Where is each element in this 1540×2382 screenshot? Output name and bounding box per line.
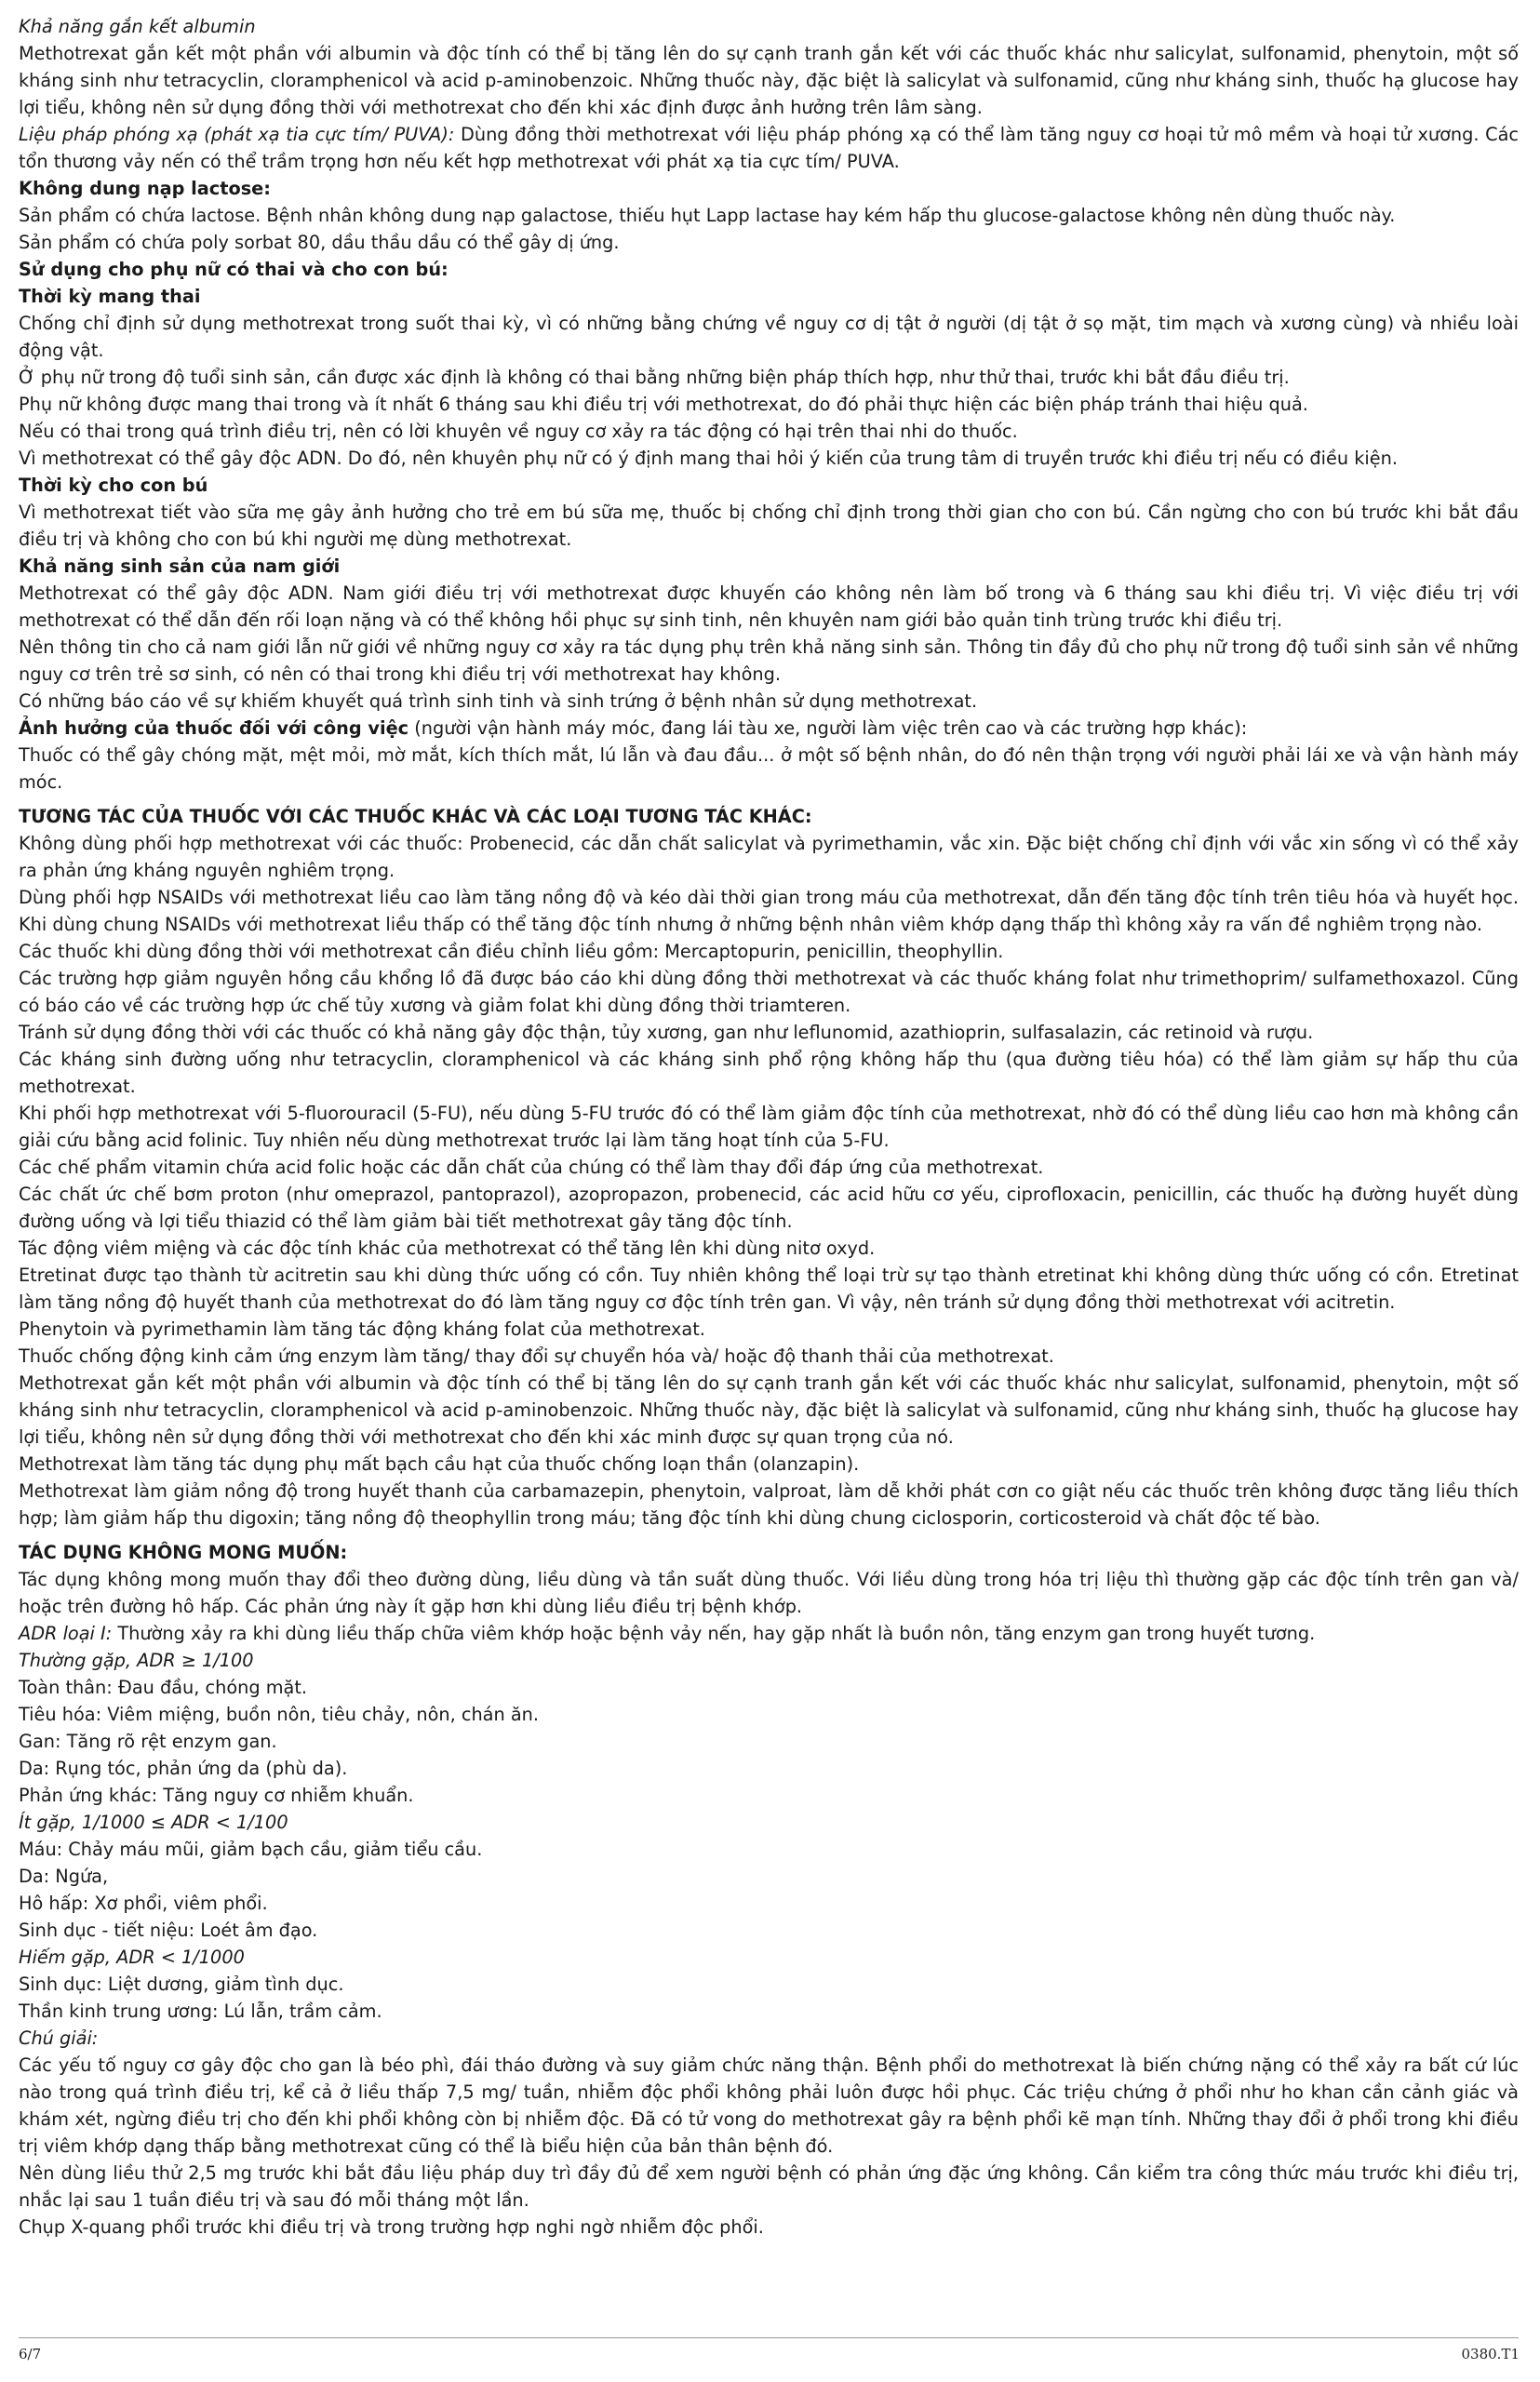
paragraph-text: Etretinat được tạo thành từ acitretin sau khi dùng thức uống có cồn. Tuy nhiên không thể loại trừ sự tạo thành etretinat khi không dùng thức uống có cồn. Etretinat làm tăng nồng độ huyết thanh của methotrexat do đó làm tăng nguy cơ độc tính trên gan. Vì vậy, nên tránh sử dụng đồng thời methotrexat với acitretin. xyxy=(19,1265,1519,1313)
paragraph-text: Các thuốc khi dùng đồng thời với methotrexat cần điều chỉnh liều gồm: Mercaptopurin, penicillin, theophyllin. xyxy=(19,941,1004,962)
paragraph xyxy=(19,1782,1519,1809)
paragraph-text: Phản ứng khác: Tăng nguy cơ nhiễm khuẩn. xyxy=(19,1785,414,1806)
paragraph xyxy=(19,2052,1519,2160)
paragraph-text: Sinh dục: Liệt dương, giảm tình dục. xyxy=(19,1974,344,1995)
subheading xyxy=(19,472,1519,499)
paragraph-text: Methotrexat gắn kết một phần với albumin và độc tính có thể bị tăng lên do sự cạnh tranh gắn kết với các thuốc khác như salicylat, sulfonamid, phenytoin, một số kháng sinh như tetracyclin, cloramphenicol và acid p-aminobenzoic. Những thuốc này, đặc biệt là salicylat và sulfonamid, cũng như kháng sinh, thuốc hạ glucose hay lợi tiểu, không nên sử dụng đồng thời với methotrexat cho đến khi xác định được ảnh hưởng trên lâm sàng. xyxy=(19,43,1519,118)
paragraph-text: Nên thông tin cho cả nam giới lẫn nữ giới về những nguy cơ xảy ra tác dụng phụ trên khả năng sinh sản. Thông tin đầy đủ cho phụ nữ trong độ tuổi sinh sản về những nguy cơ trên trẻ sơ sinh, có nên có thai trong khi điều trị với methotrexat hay không. xyxy=(19,636,1519,685)
paragraph-text: Sinh dục - tiết niệu: Loét âm đạo. xyxy=(19,1920,318,1941)
paragraph xyxy=(19,1863,1519,1890)
paragraph-text: Thời kỳ mang thai xyxy=(19,286,201,307)
paragraph-text: Phụ nữ không được mang thai trong và ít nhất 6 tháng sau khi điều trị với methotrexat, do đó phải thực hiện các biện pháp tránh thai hiệu quả. xyxy=(19,394,1308,415)
paragraph-text: Các chất ức chế bơm proton (như omeprazol, pantoprazol), azopropazon, probenecid, các acid hữu cơ yếu, ciprofloxacin, penicillin, các thuốc hạ đường huyết dùng đường uống và lợi tiểu thiazid có thể làm giảm bài tiết methotrexat gây tăng độc tính. xyxy=(19,1184,1519,1232)
paragraph-text: Chú giải: xyxy=(19,2027,99,2049)
paragraph-text: Tiêu hóa: Viêm miệng, buồn nôn, tiêu chảy, nôn, chán ăn. xyxy=(19,1704,540,1725)
paragraph-text: Da: Rụng tóc, phản ứng da (phù da). xyxy=(19,1758,348,1779)
paragraph-text: Dùng đồng thời methotrexat với liệu pháp phóng xạ có thể làm tăng nguy cơ hoại tử mô mềm và hoại tử xương. Các tổn thương vảy nến có thể trầm trọng hơn nếu kết hợp methotrexat với phát xạ tia cực tím/ PUVA. xyxy=(19,124,1519,172)
paragraph xyxy=(19,1478,1519,1532)
paragraph xyxy=(19,1181,1519,1235)
paragraph xyxy=(19,1262,1519,1316)
paragraph-text: Thuốc có thể gây chóng mặt, mệt mỏi, mờ mắt, kích thích mắt, lú lẫn và đau đầu... ở một số bệnh nhân, do đó nên thận trọng với người phải lái xe và vận hành máy móc. xyxy=(19,744,1519,793)
paragraph xyxy=(19,2214,1519,2241)
paragraph xyxy=(19,499,1519,553)
paragraph xyxy=(19,1620,1519,1647)
paragraph-lead: Liệu pháp phóng xạ (phát xạ tia cực tím/ PUVA): xyxy=(19,124,455,145)
paragraph xyxy=(19,1755,1519,1782)
paragraph xyxy=(19,418,1519,445)
paragraph-text: Chống chỉ định sử dụng methotrexat trong suốt thai kỳ, vì có những bằng chứng về nguy cơ dị tật ở người (dị tật ở sọ mặt, tim mạch và xương cùng) và nhiều loài động vật. xyxy=(19,313,1519,361)
paragraph-text: Vì methotrexat tiết vào sữa mẹ gây ảnh hưởng cho trẻ em bú sữa mẹ, thuốc bị chống chỉ định trong thời gian cho con bú. Cần ngừng cho con bú trước khi bắt đầu điều trị và không cho con bú khi người mẹ dùng methotrexat. xyxy=(19,502,1519,550)
paragraph xyxy=(19,445,1519,472)
paragraph-text: Gan: Tăng rõ rệt enzym gan. xyxy=(19,1731,277,1752)
paragraph-text: Khả năng gắn kết albumin xyxy=(19,16,256,37)
paragraph-text: Các kháng sinh đường uống như tetracyclin, cloramphenicol và các kháng sinh phổ rộng không hấp thu (qua đường tiêu hóa) có thể làm giảm sự hấp thu của methotrexat. xyxy=(19,1049,1519,1097)
paragraph xyxy=(19,1316,1519,1343)
paragraph-text: Tránh sử dụng đồng thời với các thuốc có khả năng gây độc thận, tủy xương, gan như leflunomid, azathioprin, sulfasalazin, các retinoid và rượu. xyxy=(19,1022,1314,1043)
paragraph xyxy=(19,1235,1519,1262)
paragraph xyxy=(19,121,1519,175)
paragraph xyxy=(19,310,1519,364)
paragraph xyxy=(19,364,1519,391)
paragraph xyxy=(19,1343,1519,1370)
paragraph-text: Không dùng phối hợp methotrexat với các thuốc: Probenecid, các dẫn chất salicylat và pyrimethamin, vắc xin. Đặc biệt chống chỉ định với vắc xin sống vì có thể xảy ra phản ứng kháng nguyên nghiêm trọng. xyxy=(19,833,1519,881)
subheading xyxy=(19,553,1519,580)
paragraph-text: TÁC DỤNG KHÔNG MONG MUỐN: xyxy=(19,1542,348,1563)
paragraph-text: Nếu có thai trong quá trình điều trị, nên có lời khuyên về nguy cơ xảy ra tác động có hại trên thai nhi do thuốc. xyxy=(19,421,1018,442)
paragraph-text: Sản phẩm có chứa lactose. Bệnh nhân không dung nạp galactose, thiếu hụt Lapp lactase hay kém hấp thu glucose-galactose không nên dùng thuốc này. xyxy=(19,205,1396,226)
paragraph-text: Khi phối hợp methotrexat với 5-fluorouracil (5-FU), nếu dùng 5-FU trước đó có thể làm giảm độc tính của methotrexat, nhờ đó có thể dùng liều cao hơn mà không cần giải cứu bằng acid folinic. Tuy nhiên nếu dùng methotrexat trước lại làm tăng hoạt tính của 5-FU. xyxy=(19,1103,1519,1151)
paragraph-text: Nên dùng liều thử 2,5 mg trước khi bắt đầu liệu pháp duy trì đầy đủ để xem người bệnh có phản ứng đặc ứng không. Cần kiểm tra công thức máu trước khi điều trị, nhắc lại sau 1 tuần điều trị và sau đó mỗi tháng một lần. xyxy=(19,2162,1519,2211)
paragraph-text: Methotrexat có thể gây độc ADN. Nam giới điều trị với methotrexat được khuyến cáo không nên làm bố trong và 6 tháng sau khi điều trị. Vì việc điều trị với methotrexat có thể dẫn đến rối loạn nặng và có thể không hồi phục sự sinh tinh, nên khuyên nam giới bảo quản tinh trùng trước khi điều trị. xyxy=(19,582,1519,631)
paragraph-text: Tác dụng không mong muốn thay đổi theo đường dùng, liều dùng và tần suất dùng thuốc. Với liều dùng trong hóa trị liệu thì thường gặp các độc tính trên gan và/ hoặc trên đường hô hấp. Các phản ứng này ít gặp hơn khi dùng liều điều trị bệnh khớp. xyxy=(19,1569,1519,1617)
italic-heading xyxy=(19,1647,1519,1674)
paragraph-lead: Ảnh hưởng của thuốc đối với công việc xyxy=(19,717,409,739)
paragraph-text: (người vận hành máy móc, đang lái tàu xe, người làm việc trên cao và các trường hợp khác): xyxy=(408,717,1248,739)
paragraph-text: Thần kinh trung ương: Lú lẫn, trầm cảm. xyxy=(19,2001,382,2022)
paragraph xyxy=(19,688,1519,715)
document-code: 0380.T1 xyxy=(1461,2346,1520,2362)
paragraph xyxy=(19,2160,1519,2214)
paragraph xyxy=(19,715,1519,742)
paragraph-text: Có những báo cáo về sự khiếm khuyết quá trình sinh tinh và sinh trứng ở bệnh nhân sử dụng methotrexat. xyxy=(19,690,978,712)
paragraph-text: Dùng phối hợp NSAIDs với methotrexat liều cao làm tăng nồng độ và kéo dài thời gian trong máu của methotrexat, dẫn đến tăng độc tính trên tiêu hóa và huyết học. Khi dùng chung NSAIDs với methotrexat liều thấp có thể tăng độc tính nhưng ở những bệnh nhân viêm khớp dạng thấp thì không xảy ra vấn đề nghiêm trọng nào. xyxy=(19,887,1519,935)
paragraph xyxy=(19,1998,1519,2025)
paragraph xyxy=(19,742,1519,796)
paragraph-text: Không dung nạp lactose: xyxy=(19,178,271,199)
paragraph-text: Vì methotrexat có thể gây độc ADN. Do đó, nên khuyên phụ nữ có ý định mang thai hỏi ý kiến của trung tâm di truyền trước khi điều trị nếu có điều kiện. xyxy=(19,448,1398,469)
paragraph-text: Hô hấp: Xơ phổi, viêm phổi. xyxy=(19,1893,268,1914)
paragraph-text: Toàn thân: Đau đầu, chóng mặt. xyxy=(19,1677,308,1698)
paragraph-text: Methotrexat làm giảm nồng độ trong huyết thanh của carbamazepin, phenytoin, valproat, làm dễ khởi phát cơn co giật nếu các thuốc trên không được tăng liều thích hợp; làm giảm hấp thu digoxin; tăng nồng độ theophyllin trong máu; tăng độc tính khi dùng chung ciclosporin, corticosteroid và chất độc tế bào. xyxy=(19,1480,1519,1529)
paragraph-text: Chụp X-quang phổi trước khi điều trị và trong trường hợp nghi ngờ nhiễm độc phổi. xyxy=(19,2216,764,2238)
paragraph-text: Phenytoin và pyrimethamin làm tăng tác động kháng folat của methotrexat. xyxy=(19,1318,705,1340)
paragraph xyxy=(19,1728,1519,1755)
paragraph xyxy=(19,1370,1519,1451)
paragraph xyxy=(19,1451,1519,1478)
paragraph-text: Methotrexat gắn kết một phần với albumin và độc tính có thể bị tăng lên do sự cạnh tranh gắn kết với các thuốc khác như salicylat, sulfonamid, phenytoin, một số kháng sinh như tetracyclin, cloramphenicol và acid p-aminobenzoic. Những thuốc này, đặc biệt là salicylat và sulfonamid, cũng như kháng sinh, thuốc hạ glucose hay lợi tiểu, không nên sử dụng đồng thời với methotrexat cho đến khi xác minh được sự quan trọng của nó. xyxy=(19,1372,1519,1448)
paragraph-text: Methotrexat làm tăng tác dụng phụ mất bạch cầu hạt của thuốc chống loạn thần (olanzapin). xyxy=(19,1453,860,1475)
section-heading xyxy=(19,803,1519,830)
paragraph xyxy=(19,1566,1519,1620)
italic-heading xyxy=(19,1809,1519,1836)
paragraph xyxy=(19,1100,1519,1154)
paragraph xyxy=(19,884,1519,938)
paragraph xyxy=(19,1154,1519,1181)
subheading xyxy=(19,175,1519,202)
italic-heading xyxy=(19,13,1519,40)
paragraph-text: Sử dụng cho phụ nữ có thai và cho con bú: xyxy=(19,259,449,280)
paragraph-text: Thời kỳ cho con bú xyxy=(19,475,208,496)
paragraph xyxy=(19,965,1519,1019)
paragraph xyxy=(19,830,1519,884)
document-body xyxy=(19,13,1519,2241)
paragraph xyxy=(19,938,1519,965)
paragraph-text: Da: Ngứa, xyxy=(19,1866,109,1887)
paragraph-text: Ít gặp, 1/1000 ≤ ADR < 1/100 xyxy=(19,1812,288,1833)
paragraph xyxy=(19,391,1519,418)
paragraph-text: Các trường hợp giảm nguyên hồng cầu khổng lồ đã được báo cáo khi dùng đồng thời methotrexat và các thuốc kháng folat như trimethoprim/ sulfamethoxazol. Cũng có báo cáo về các trường hợp ức chế tủy xương và giảm folat khi dùng đồng thời triamteren. xyxy=(19,968,1519,1016)
paragraph xyxy=(19,580,1519,634)
paragraph-text: Thường gặp, ADR ≥ 1/100 xyxy=(19,1650,254,1671)
paragraph-text: Khả năng sinh sản của nam giới xyxy=(19,555,341,577)
paragraph-text: Sản phẩm có chứa poly sorbat 80, dầu thầu dầu có thể gây dị ứng. xyxy=(19,232,620,253)
paragraph-text: Hiếm gặp, ADR < 1/1000 xyxy=(19,1947,245,1968)
paragraph xyxy=(19,1674,1519,1701)
italic-heading xyxy=(19,1944,1519,1971)
paragraph-text: Thường xảy ra khi dùng liều thấp chữa viêm khớp hoặc bệnh vảy nến, hay gặp nhất là buồn nôn, tăng enzym gan trong huyết tương. xyxy=(112,1623,1316,1644)
paragraph xyxy=(19,1701,1519,1728)
paragraph xyxy=(19,40,1519,121)
paragraph-text: Ở phụ nữ trong độ tuổi sinh sản, cần được xác định là không có thai bằng những biện pháp thích hợp, như thử thai, trước khi bắt đầu điều trị. xyxy=(19,367,1290,388)
section-heading xyxy=(19,1539,1519,1566)
paragraph xyxy=(19,1046,1519,1100)
paragraph xyxy=(19,202,1519,229)
paragraph-text: Thuốc chống động kinh cảm ứng enzym làm tăng/ thay đổi sự chuyển hóa và/ hoặc độ thanh thải của methotrexat. xyxy=(19,1345,1054,1367)
paragraph xyxy=(19,1971,1519,1998)
paragraph xyxy=(19,229,1519,256)
paragraph xyxy=(19,1836,1519,1863)
subheading xyxy=(19,256,1519,283)
paragraph-lead: ADR loại I: xyxy=(19,1623,113,1644)
footer-divider xyxy=(19,2337,1519,2338)
page-number: 6/7 xyxy=(19,2346,42,2362)
paragraph xyxy=(19,1890,1519,1917)
paragraph-text: TƯƠNG TÁC CỦA THUỐC VỚI CÁC THUỐC KHÁC VÀ CÁC LOẠI TƯƠNG TÁC KHÁC: xyxy=(19,806,812,827)
paragraph-text: Các chế phẩm vitamin chứa acid folic hoặc các dẫn chất của chúng có thể làm thay đổi đáp ứng của methotrexat. xyxy=(19,1157,1044,1178)
paragraph-text: Tác động viêm miệng và các độc tính khác của methotrexat có thể tăng lên khi dùng nitơ oxyd. xyxy=(19,1238,876,1259)
paragraph xyxy=(19,1917,1519,1944)
paragraph-text: Các yếu tố nguy cơ gây độc cho gan là béo phì, đái tháo đường và suy giảm chức năng thận. Bệnh phổi do methotrexat là biến chứng nặng có thể xảy ra bất cứ lúc nào trong quá trình điều trị, kể cả ở liều thấp 7,5 mg/ tuần, nhiễm độc phổi không phải luôn được hồi phục. Các triệu chứng ở phổi như ho khan cần cảnh giác và khám xét, ngừng điều trị cho đến khi phổi không còn bị nhiễm độc. Đã có tử vong do methotrexat gây ra bệnh phổi kẽ mạn tính. Những thay đổi ở phổi trong khi điều trị viêm khớp dạng thấp bằng methotrexat cũng có thể là biểu hiện của bản thân bệnh đó. xyxy=(19,2054,1519,2157)
subheading xyxy=(19,283,1519,310)
paragraph xyxy=(19,1019,1519,1046)
paragraph-text: Máu: Chảy máu mũi, giảm bạch cầu, giảm tiểu cầu. xyxy=(19,1839,483,1860)
italic-heading xyxy=(19,2025,1519,2052)
paragraph xyxy=(19,634,1519,688)
